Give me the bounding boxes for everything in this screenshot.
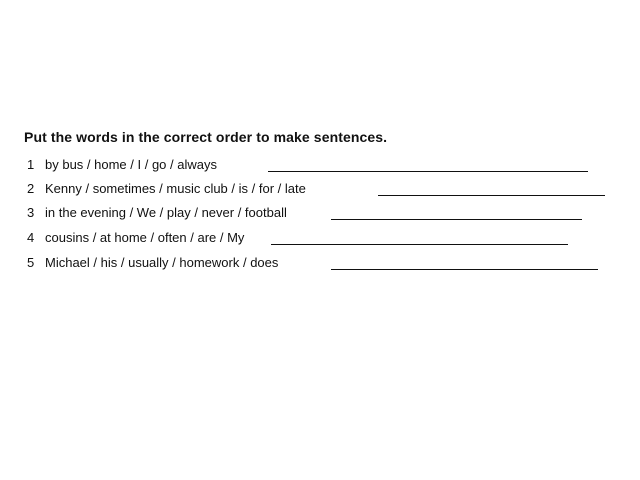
- item-number: 3: [27, 205, 35, 220]
- answer-line: [331, 269, 598, 270]
- exercise-item-4: [0, 230, 640, 248]
- exercise-item-2: [0, 181, 640, 199]
- item-number: 2: [27, 181, 35, 196]
- item-number: 4: [27, 230, 35, 245]
- exercise-item-5: [0, 255, 640, 273]
- answer-line: [378, 195, 605, 196]
- item-words: in the evening / We / play / never / football: [45, 205, 287, 220]
- answer-line: [271, 244, 568, 245]
- item-words: by bus / home / I / go / always: [45, 157, 217, 172]
- item-words: Kenny / sometimes / music club / is / for / late: [45, 181, 306, 196]
- answer-line: [331, 219, 582, 220]
- exercise-item-1: [0, 157, 640, 175]
- answer-line: [268, 171, 588, 172]
- item-number: 5: [27, 255, 35, 270]
- item-number: 1: [27, 157, 35, 172]
- item-words: cousins / at home / often / are / My: [45, 230, 245, 245]
- item-words: Michael / his / usually / homework / does: [45, 255, 279, 270]
- exercise-instruction: Put the words in the correct order to make sentences.: [24, 129, 388, 145]
- exercise-item-3: [0, 205, 640, 223]
